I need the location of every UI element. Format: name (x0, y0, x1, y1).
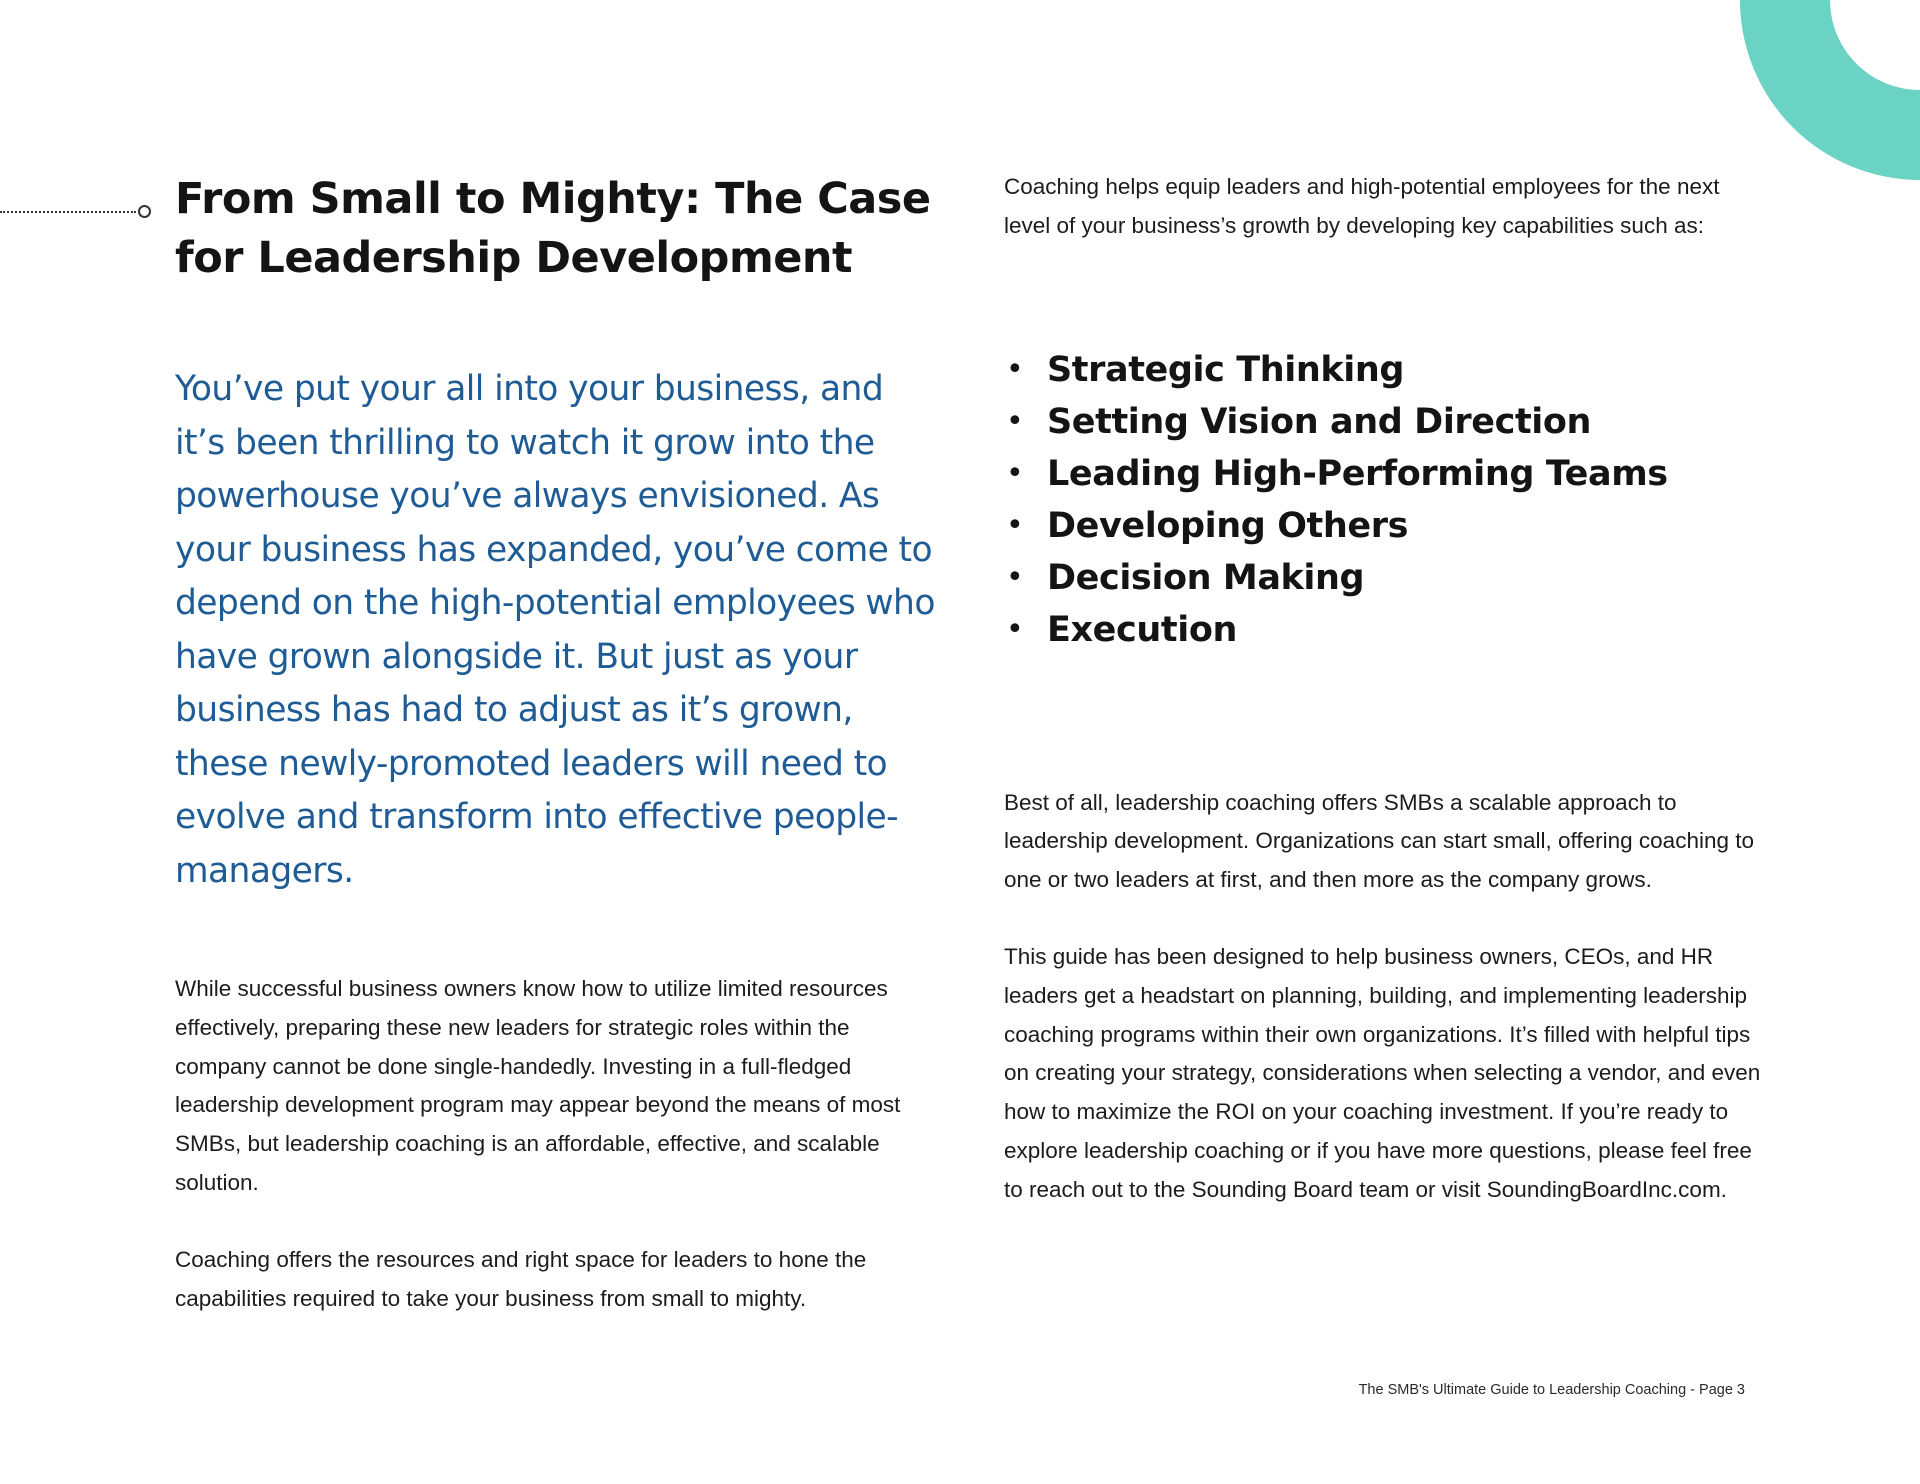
capability-item (1004, 448, 1764, 500)
capability-label: Execution (1047, 609, 1237, 650)
capability-label: Setting Vision and Direction (1047, 401, 1592, 442)
body-paragraph-best-of-all: Best of all, leadership coaching offers SMBs a scalable approach to leadership development. Organizations can start small, offering coaching to one or two leaders at first, and then more as the company grows. (1004, 789, 1755, 893)
capability-item (1004, 396, 1764, 448)
page-footer: The SMB's Ultimate Guide to Leadership Coaching - Page 3 (1358, 1382, 1745, 1398)
page-title: From Small to Mighty: The Case for Leadership Development (175, 174, 931, 283)
capabilities-list (1004, 344, 1764, 656)
bullet-icon: • (1006, 559, 1024, 595)
bullet-icon: • (1006, 611, 1024, 647)
body-paragraph-coaching-offers: Coaching offers the resources and right space for leaders to hone the capabilities required to take your business from small to mighty. (175, 1246, 867, 1311)
capability-item (1004, 604, 1764, 656)
teal-arc-decoration (1740, 0, 1920, 180)
body-paragraph-limited-resources: While successful business owners know how to utilize limited resources effectively, preparing these new leaders for strategic roles within the company cannot be done single-handedly. Investing in a full-fledged leadership development program may appear beyond the means of most SMBs, but leadership coaching is an affordable, effective, and scalable solution. (175, 976, 901, 1195)
capability-label: Developing Others (1047, 505, 1409, 546)
intro-paragraph: Coaching helps equip leaders and high-potential employees for the next level of your business’s growth by developing key capabilities such as: (1004, 174, 1720, 238)
capability-label: Leading High-Performing Teams (1047, 453, 1668, 494)
bullet-icon: • (1006, 403, 1024, 439)
body-paragraph-guide: This guide has been designed to help business owners, CEOs, and HR leaders get a headstart on planning, building, and implementing leadership coaching programs within their own organizations. It’s filled with helpful tips on creating your strategy, considerations when selecting a vendor, and even how to maximize the ROI on your coaching investment. If you’re ready to explore leadership coaching or if you have more questions, please feel free to reach out to the Sounding Board team or visit SoundingBoardInc.com. (1004, 943, 1761, 1202)
capability-label: Strategic Thinking (1047, 349, 1405, 390)
capability-item (1004, 552, 1764, 604)
left-column (175, 170, 935, 1318)
bullet-icon: • (1006, 507, 1024, 543)
capability-item (1004, 500, 1764, 552)
capability-item (1004, 344, 1764, 396)
right-column (1004, 168, 1764, 1210)
dotted-rule-decoration (0, 211, 136, 213)
bullet-icon: • (1006, 351, 1024, 387)
bullet-icon: • (1006, 455, 1024, 491)
capability-label: Decision Making (1047, 557, 1365, 598)
lead-paragraph: You’ve put your all into your business, and it’s been thrilling to watch it grow into the powerhouse you’ve always envisioned. As your business has expanded, you’ve come to depend on the high-potential employees who have grown alongside it. But just as your business has had to adjust as it’s grown, these newly-promoted leaders will need to evolve and transform into effective people-managers. (175, 369, 935, 891)
rule-circle-decoration (138, 205, 151, 218)
